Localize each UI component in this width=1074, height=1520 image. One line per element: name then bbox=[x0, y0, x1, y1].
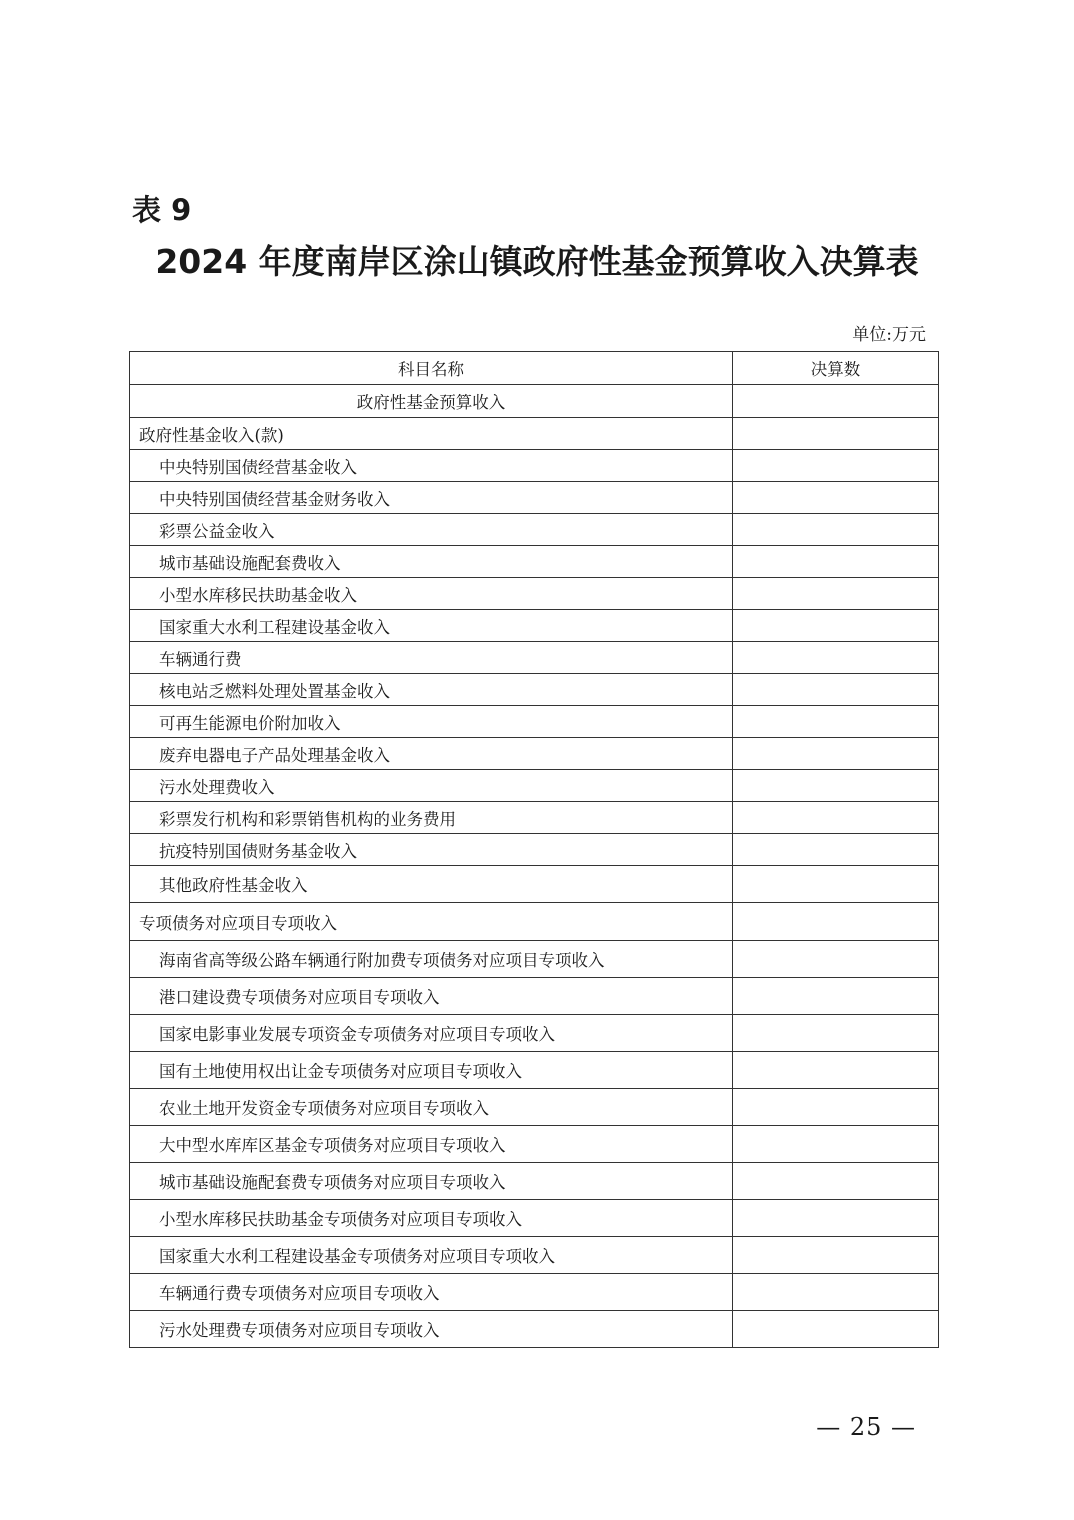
item-name: 大中型水库库区基金专项债务对应项目专项收入 bbox=[130, 1126, 733, 1163]
table-row bbox=[130, 482, 939, 514]
amount-cell bbox=[733, 738, 939, 770]
table-row bbox=[130, 770, 939, 802]
table-row bbox=[130, 738, 939, 770]
item-name: 废弃电器电子产品处理基金收入 bbox=[130, 738, 733, 770]
group-title: 政府性基金预算收入 bbox=[130, 385, 733, 418]
header-final-amount: 决算数 bbox=[733, 352, 939, 385]
table-row bbox=[130, 674, 939, 706]
section-name: 专项债务对应项目专项收入 bbox=[130, 903, 733, 941]
amount-cell bbox=[733, 1237, 939, 1274]
amount-cell bbox=[733, 978, 939, 1015]
section-row bbox=[130, 418, 939, 450]
header-subject-name: 科目名称 bbox=[130, 352, 733, 385]
item-name: 农业土地开发资金专项债务对应项目专项收入 bbox=[130, 1089, 733, 1126]
amount-cell bbox=[733, 1311, 939, 1348]
item-name: 污水处理费专项债务对应项目专项收入 bbox=[130, 1311, 733, 1348]
amount-cell bbox=[733, 450, 939, 482]
document-title: 2024 年度南岸区涂山镇政府性基金预算收入决算表 bbox=[155, 242, 919, 281]
item-name: 其他政府性基金收入 bbox=[130, 866, 733, 903]
item-name: 城市基础设施配套费收入 bbox=[130, 546, 733, 578]
amount-cell bbox=[733, 514, 939, 546]
item-name: 车辆通行费专项债务对应项目专项收入 bbox=[130, 1274, 733, 1311]
amount-cell bbox=[733, 482, 939, 514]
item-name: 小型水库移民扶助基金收入 bbox=[130, 578, 733, 610]
item-name: 彩票公益金收入 bbox=[130, 514, 733, 546]
amount-cell bbox=[733, 1015, 939, 1052]
table-row bbox=[130, 866, 939, 903]
table-row bbox=[130, 1237, 939, 1274]
table-row bbox=[130, 802, 939, 834]
amount-cell bbox=[733, 770, 939, 802]
table-row bbox=[130, 450, 939, 482]
amount-cell bbox=[733, 385, 939, 418]
amount-cell bbox=[733, 1163, 939, 1200]
item-name: 核电站乏燃料处理处置基金收入 bbox=[130, 674, 733, 706]
unit-label: 单位:万元 bbox=[852, 325, 926, 345]
section-name: 政府性基金收入(款) bbox=[130, 418, 733, 450]
table-row bbox=[130, 642, 939, 674]
item-name: 国有土地使用权出让金专项债务对应项目专项收入 bbox=[130, 1052, 733, 1089]
amount-cell bbox=[733, 706, 939, 738]
amount-cell bbox=[733, 610, 939, 642]
table-row bbox=[130, 1089, 939, 1126]
item-name: 小型水库移民扶助基金专项债务对应项目专项收入 bbox=[130, 1200, 733, 1237]
table-row bbox=[130, 706, 939, 738]
item-name: 车辆通行费 bbox=[130, 642, 733, 674]
item-name: 可再生能源电价附加收入 bbox=[130, 706, 733, 738]
item-name: 城市基础设施配套费专项债务对应项目专项收入 bbox=[130, 1163, 733, 1200]
table-row bbox=[130, 978, 939, 1015]
item-name: 国家重大水利工程建设基金收入 bbox=[130, 610, 733, 642]
table-row bbox=[130, 834, 939, 866]
amount-cell bbox=[733, 866, 939, 903]
amount-cell bbox=[733, 941, 939, 978]
group-title-row bbox=[130, 385, 939, 418]
table-header-row bbox=[130, 352, 939, 385]
item-name: 国家电影事业发展专项资金专项债务对应项目专项收入 bbox=[130, 1015, 733, 1052]
item-name: 中央特别国债经营基金财务收入 bbox=[130, 482, 733, 514]
table-row bbox=[130, 1163, 939, 1200]
item-name: 港口建设费专项债务对应项目专项收入 bbox=[130, 978, 733, 1015]
amount-cell bbox=[733, 802, 939, 834]
table-row bbox=[130, 546, 939, 578]
amount-cell bbox=[733, 834, 939, 866]
item-name: 抗疫特别国债财务基金收入 bbox=[130, 834, 733, 866]
amount-cell bbox=[733, 1089, 939, 1126]
budget-table bbox=[129, 351, 939, 1348]
table-label: 表 9 bbox=[132, 193, 192, 227]
amount-cell bbox=[733, 1274, 939, 1311]
item-name: 海南省高等级公路车辆通行附加费专项债务对应项目专项收入 bbox=[130, 941, 733, 978]
table-row bbox=[130, 1274, 939, 1311]
table-row bbox=[130, 1015, 939, 1052]
section-row bbox=[130, 903, 939, 941]
amount-cell bbox=[733, 418, 939, 450]
amount-cell bbox=[733, 642, 939, 674]
amount-cell bbox=[733, 903, 939, 941]
amount-cell bbox=[733, 578, 939, 610]
table-row bbox=[130, 1126, 939, 1163]
table-row bbox=[130, 1311, 939, 1348]
amount-cell bbox=[733, 1126, 939, 1163]
amount-cell bbox=[733, 1200, 939, 1237]
table-row bbox=[130, 610, 939, 642]
table-row bbox=[130, 1052, 939, 1089]
amount-cell bbox=[733, 546, 939, 578]
item-name: 污水处理费收入 bbox=[130, 770, 733, 802]
table-row bbox=[130, 941, 939, 978]
item-name: 中央特别国债经营基金收入 bbox=[130, 450, 733, 482]
item-name: 彩票发行机构和彩票销售机构的业务费用 bbox=[130, 802, 733, 834]
table-row bbox=[130, 514, 939, 546]
amount-cell bbox=[733, 1052, 939, 1089]
amount-cell bbox=[733, 674, 939, 706]
table-row bbox=[130, 1200, 939, 1237]
table-row bbox=[130, 578, 939, 610]
item-name: 国家重大水利工程建设基金专项债务对应项目专项收入 bbox=[130, 1237, 733, 1274]
page-number: — 25 — bbox=[816, 1413, 916, 1441]
